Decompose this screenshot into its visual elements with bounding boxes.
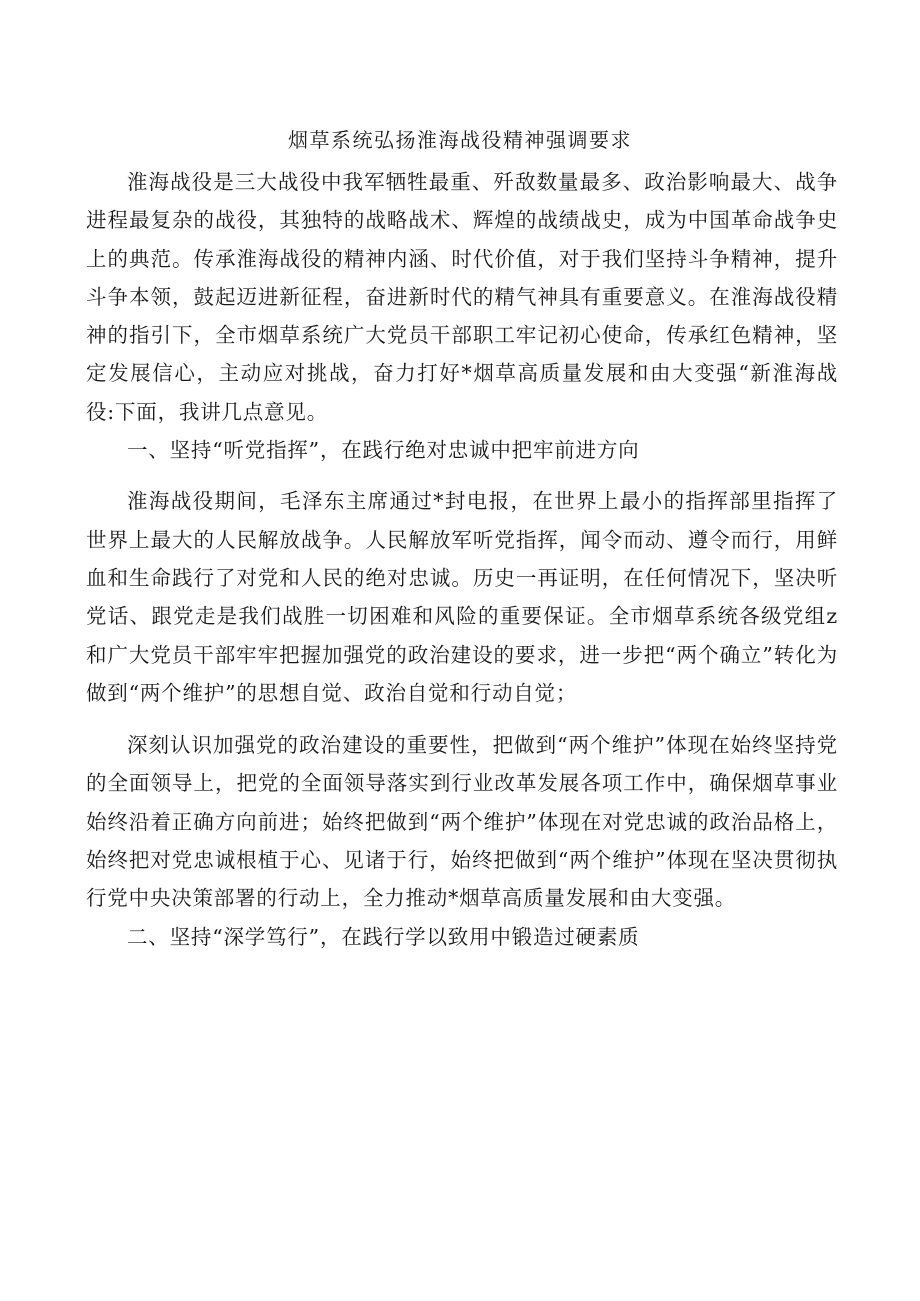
document-body	[86, 163, 838, 956]
section-heading-2: 二、坚持“深学笃行”，在践行学以致用中锻造过硬素质	[127, 924, 640, 949]
section-heading-1: 一、坚持“听党指挥”，在践行绝对忠诚中把牢前进方向	[127, 438, 640, 463]
document-title: 烟草系统弘扬淮海战役精神强调要求	[288, 128, 632, 152]
section-1-paragraph-1: 淮海战役期间，毛泽东主席通过*封电报，在世界上最小的指挥部里指挥了世界上最大的人民解放战争。人民解放军听党指挥，闻令而动、遵令而行，用鲜血和生命践行了对党和人民的绝对忠诚。历史一再证明，在任何情况下，坚决听党话、跟党走是我们战胜一切困难和风险的重要保证。全市烟草系统各级党组z和广大党员干部牢牢把握加强党的政治建设的要求，进一步把“两个确立”转化为做到“两个维护”的思想自觉、政治自觉和行动自觉；	[86, 489, 838, 705]
intro-paragraph: 淮海战役是三大战役中我军牺牲最重、歼敌数量最多、政治影响最大、战争进程最复杂的战役，其独特的战略战术、辉煌的战绩战史，成为中国革命战争史上的典范。传承淮海战役的精神内涵、时代价值，对于我们坚持斗争精神，提升斗争本领，鼓起迈进新征程，奋进新时代的精气神具有重要意义。在淮海战役精神的指引下，全市烟草系统广大党员干部职工牢记初心使命，传承红色精神，坚定发展信心，主动应对挑战，奋力打好*烟草高质量发展和由大变强“新淮海战役:下面，我讲几点意见。	[86, 170, 838, 424]
section-1-paragraph-2: 深刻认识加强党的政治建设的重要性，把做到“两个维护”体现在始终坚持党的全面领导上，把党的全面领导落实到行业改革发展各项工作中，确保烟草事业始终沿着正确方向前进；始终把做到“两个维护”体现在对党忠诚的政治品格上，始终把对党忠诚根植于心、见诸于行，始终把做到“两个维护”体现在坚决贯彻执行党中央决策部署的行动上，全力推动*烟草高质量发展和由大变强。	[86, 733, 838, 911]
